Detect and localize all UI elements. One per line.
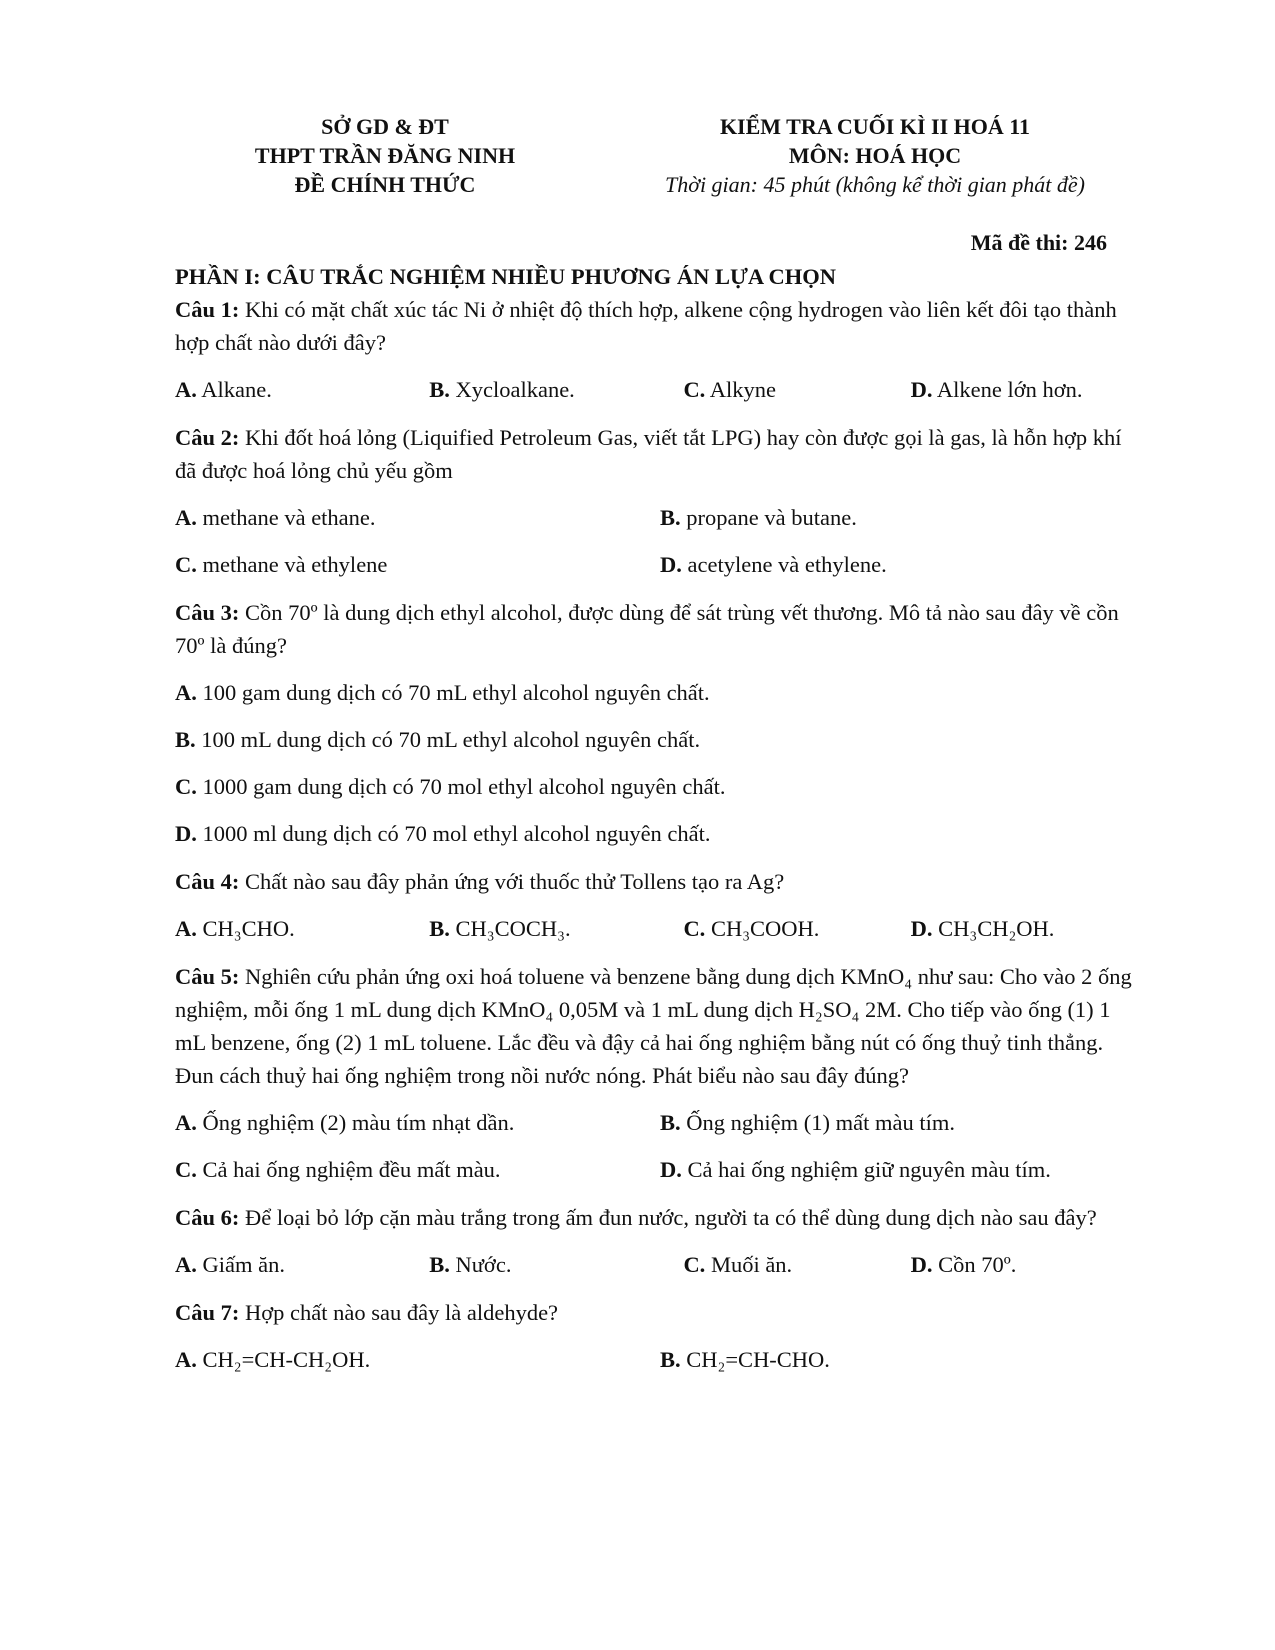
option-label: D. [910,377,933,402]
option-label: B. [175,727,196,752]
option-c [683,913,910,945]
option-d [911,374,1145,406]
option-label: A. [175,1110,197,1135]
option-text: CH₃COCH₃. [449,916,571,941]
option-row [175,771,1145,803]
exam-page [175,112,1145,1391]
option-text: Xycloalkane. [449,377,575,402]
question-text [175,293,1145,359]
option-label: A. [175,505,197,530]
option-row [175,1107,1145,1139]
question-body: Để loại bỏ lớp cặn màu trắng trong ấm đun nước, người ta có thể dùng dung dịch nào sau đây? [239,1205,1097,1230]
option-row [175,502,1145,534]
option-b [660,502,1145,534]
option-a [175,677,1145,709]
option-label: A. [175,1347,197,1372]
option-text: 1000 ml dung dịch có 70 mol ethyl alcohol nguyên chất. [196,821,711,846]
option-row [175,913,1145,945]
question-text [175,1296,1145,1329]
option-text: Cả hai ống nghiệm đều mất màu. [196,1157,501,1182]
option-label: C. [175,1157,197,1182]
exam-time: Thời gian: 45 phút (không kể thời gian phát đề) [664,172,1086,197]
option-a [175,1107,660,1139]
question-list [175,293,1145,1376]
option-a [175,1344,660,1376]
question-7 [175,1296,1145,1376]
option-b [429,374,683,406]
question-body: Hợp chất nào sau đây là aldehyde? [239,1300,559,1325]
option-row [175,1344,1145,1376]
question-number: Câu 5: [175,964,240,989]
question-text [175,596,1145,662]
option-row [175,549,1145,581]
question-body: Cồn 70º là dung dịch ethyl alcohol, được dùng để sát trùng vết thương. Mô tả nào sau đây về cồn 70º là đúng? [175,600,1119,658]
option-text: 1000 gam dung dịch có 70 mol ethyl alcohol nguyên chất. [196,774,726,799]
question-4 [175,865,1145,945]
option-d [660,549,1145,581]
question-body: Khi có mặt chất xúc tác Ni ở nhiệt độ thích hợp, alkene cộng hydrogen vào liên kết đôi tạo thành hợp chất nào dưới đây? [175,297,1117,355]
option-label: C. [683,377,706,402]
option-b [175,724,1145,756]
option-row [175,374,1145,406]
option-a [175,502,660,534]
question-3 [175,596,1145,850]
option-text: Alkane. [196,377,272,402]
option-row [175,724,1145,756]
option-text: methane và ethylene [196,552,388,577]
question-number: Câu 1: [175,297,240,322]
option-text: CH₂=CH-CH₂OH. [196,1347,371,1372]
option-text: propane và butane. [680,505,857,530]
option-label: D. [660,552,682,577]
official-label: ĐỀ CHÍNH THỨC [294,172,476,197]
option-text: 100 mL dung dịch có 70 mL ethyl alcohol nguyên chất. [195,727,701,752]
option-label: B. [429,1252,450,1277]
option-label: C. [175,774,197,799]
question-text [175,421,1145,487]
option-text: acetylene và ethylene. [681,552,887,577]
option-text: 100 gam dung dịch có 70 mL ethyl alcohol nguyên chất. [196,680,710,705]
option-label: D. [660,1157,682,1182]
school-block [215,112,555,199]
question-body: Nghiên cứu phản ứng oxi hoá toluene và benzene bằng dung dịch KMnO₄ như sau: Cho vào 2 ống nghiệm, mỗi ống 1 mL dung dịch KMnO₄ 0,05M và 1 mL dung dịch H₂SO₄ 2M. Cho tiếp vào ống (1) 1 mL benzene, ống (2) 1 mL toluene. Lắc đều và đậy cả hai ống nghiệm bằng nút có ống thuỷ tinh thẳng. Đun cách thuỷ hai ống nghiệm trong nồi nước nóng. Phát biểu nào sau đây đúng? [175,964,1132,1088]
option-c [175,549,660,581]
option-d [660,1154,1145,1186]
option-row [175,677,1145,709]
option-text: CH₃CHO. [196,916,295,941]
option-d [911,913,1145,945]
option-label: A. [175,916,197,941]
exam-subject: MÔN: HOÁ HỌC [788,143,962,168]
option-label: B. [660,1110,681,1135]
option-a [175,913,429,945]
option-label: A. [175,1252,197,1277]
question-body: Khi đốt hoá lỏng (Liquified Petroleum Gas, viết tắt LPG) hay còn được gọi là gas, là hỗn hợp khí đã được hoá lỏng chủ yếu gồm [175,425,1122,483]
option-row [175,818,1145,850]
option-label: D. [910,916,933,941]
option-row [175,1249,1145,1281]
option-label: C. [175,552,197,577]
option-text: Giấm ăn. [196,1252,285,1277]
question-body: Chất nào sau đây phản ứng với thuốc thử Tollens tạo ra Ag? [239,869,785,894]
option-c [175,1154,660,1186]
option-b [429,1249,683,1281]
option-text: Ống nghiệm (2) màu tím nhạt dần. [196,1110,515,1135]
question-number: Câu 7: [175,1300,240,1325]
option-text: Cồn 70º. [932,1252,1017,1277]
exam-header [175,112,1145,257]
question-number: Câu 6: [175,1205,240,1230]
department: SỞ GD & ĐT [321,114,449,139]
question-text [175,865,1145,898]
part-title: PHẦN I: CÂU TRẮC NGHIỆM NHIỀU PHƯƠNG ÁN LỰA CHỌN [175,264,837,289]
question-text [175,960,1145,1092]
option-text: methane và ethane. [196,505,376,530]
option-label: B. [429,916,450,941]
question-number: Câu 4: [175,869,240,894]
question-6 [175,1201,1145,1281]
option-a [175,1249,429,1281]
school-name: THPT TRẦN ĐĂNG NINH [254,143,516,168]
question-2 [175,421,1145,581]
option-label: C. [683,1252,706,1277]
option-label: D. [175,821,197,846]
option-label: A. [175,680,197,705]
question-number: Câu 3: [175,600,240,625]
question-5 [175,960,1145,1186]
option-text: CH₃COOH. [705,916,820,941]
option-d [175,818,1145,850]
option-b [429,913,683,945]
option-c [683,1249,910,1281]
option-label: D. [910,1252,933,1277]
option-label: B. [660,1347,681,1372]
option-a [175,374,429,406]
option-text: Nước. [449,1252,512,1277]
option-text: CH₂=CH-CHO. [680,1347,830,1372]
option-text: Muối ăn. [705,1252,793,1277]
option-b [660,1344,1145,1376]
option-text: Alkene lớn hơn. [932,377,1083,402]
option-c [175,771,1145,803]
question-1 [175,293,1145,406]
exam-info-block [650,112,1100,199]
exam-code: Mã đề thi: 246 [970,230,1107,255]
question-number: Câu 2: [175,425,240,450]
option-c [683,374,910,406]
exam-title: KIỂM TRA CUỐI KÌ II HOÁ 11 [719,114,1031,139]
option-text: Ống nghiệm (1) mất màu tím. [680,1110,955,1135]
option-label: A. [175,377,197,402]
option-text: Alkyne [705,377,776,402]
option-label: B. [429,377,450,402]
question-text [175,1201,1145,1234]
option-b [660,1107,1145,1139]
option-text: Cả hai ống nghiệm giữ nguyên màu tím. [681,1157,1051,1182]
option-row [175,1154,1145,1186]
option-d [911,1249,1145,1281]
option-label: B. [660,505,681,530]
option-text: CH₃CH₂OH. [932,916,1055,941]
option-label: C. [683,916,706,941]
